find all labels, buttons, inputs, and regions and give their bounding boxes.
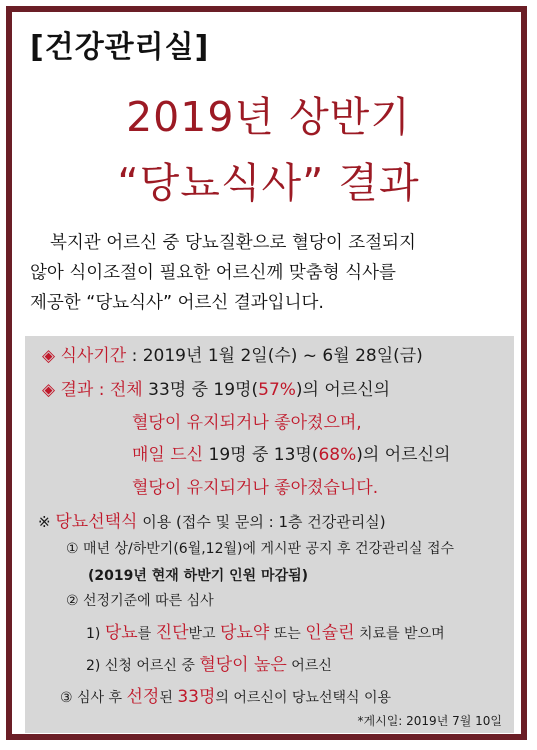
daily-line-2: 혈당이 유지되거나 좋아졌습니다. [132, 478, 379, 498]
period-label: 식사기간 [60, 346, 127, 366]
step-3-text-3: 의 어르신이 당뇨선택식 이용 [215, 690, 392, 706]
criterion-2-text-2: 어르신 [291, 658, 332, 674]
criterion-word-high-glucose: 혈당이 높은 [199, 655, 287, 675]
result-label: 결과 : [60, 380, 105, 400]
daily-text-b: )의 어르신의 [356, 445, 451, 465]
total-text-a: 33명 중 19명( [148, 380, 259, 400]
diamond-bullet-icon: ◈ [42, 380, 56, 400]
step-1-subnote: (2019년 현재 하반기 인원 마감됨) [88, 568, 309, 584]
criterion-text-1: 를 [137, 626, 152, 642]
criterion-word-medication: 당뇨약 [220, 623, 270, 643]
criterion-word-insulin: 인슐린 [305, 623, 355, 643]
period-value: : 2019년 1월 2일(수) ~ 6월 28일(금) [131, 346, 423, 366]
criterion-word-diabetes: 당뇨 [104, 623, 138, 643]
posted-date: *게시일: 2019년 7월 10일 [357, 714, 502, 728]
daily-label: 매일 드신 [132, 445, 204, 465]
program-row [38, 507, 386, 532]
criterion-text-2: 받고 [188, 626, 216, 642]
category-tag: [건강관리실] [30, 30, 210, 65]
total-line-2: 혈당이 유지되거나 좋아졌으며, [132, 413, 362, 433]
period-row [42, 341, 423, 366]
step-2 [66, 590, 214, 610]
step-3-text-1: 심사 후 [77, 690, 123, 706]
step-3-count: 33명 [177, 687, 216, 707]
program-suffix: 이용 (접수 및 문의 : 1층 건강관리실) [142, 513, 386, 531]
total-text-b: )의 어르신의 [295, 380, 391, 400]
criterion-2 [86, 650, 332, 675]
daily-row [132, 440, 450, 465]
result-row [42, 375, 390, 400]
step-2-number: ② [66, 593, 79, 609]
total-label: 전체 [109, 380, 143, 400]
daily-text-a: 19명 중 13명( [208, 445, 319, 465]
step-3-text-2: 된 [159, 690, 173, 706]
step-1-text: 매년 상/하반기(6월,12월)에 게시판 공지 후 건강관리실 접수 [83, 541, 455, 557]
total-percent: 57% [258, 380, 296, 400]
criterion-text-3: 또는 [273, 626, 301, 642]
step-1-number: ① [66, 541, 79, 557]
intro-paragraph [30, 228, 510, 318]
intro-line-2: 않아 식이조절이 필요한 어르신께 맞춤형 식사를 [30, 263, 396, 283]
criterion-1-number: 1) [86, 626, 101, 642]
step-3 [60, 682, 391, 707]
step-1 [66, 538, 454, 558]
criterion-2-number: 2) [86, 658, 101, 674]
intro-line-1: 복지관 어르신 중 당뇨질환으로 혈당이 조절되지 [50, 233, 416, 253]
criterion-1 [86, 618, 445, 643]
criterion-2-text-1: 신청 어르신 중 [104, 658, 195, 674]
intro-line-3: 제공한 “당뇨식사” 어르신 결과입니다. [30, 293, 324, 313]
daily-percent: 68% [318, 445, 357, 465]
criterion-text-4: 치료를 받으며 [359, 626, 445, 642]
step-2-text: 선정기준에 따른 심사 [83, 593, 214, 609]
program-name: 당뇨선택식 [55, 512, 138, 532]
title-line-1: 2019년 상반기 [126, 93, 411, 141]
step-3-word-selected: 선정 [126, 687, 160, 707]
note-mark-icon: ※ [38, 513, 51, 531]
criterion-word-diagnosis: 진단 [155, 623, 189, 643]
step-3-number: ③ [60, 690, 73, 706]
diamond-bullet-icon: ◈ [42, 346, 56, 366]
title-line-2: “당뇨식사” 결과 [117, 159, 420, 207]
